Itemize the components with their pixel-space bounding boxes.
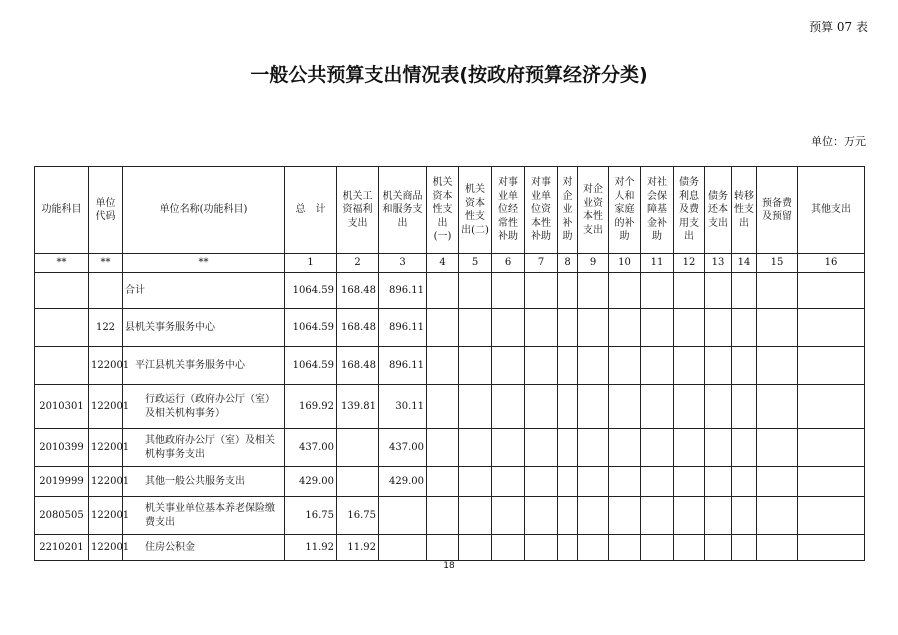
c5-cell — [459, 429, 492, 467]
c9-cell — [578, 497, 609, 535]
table-body — [35, 273, 865, 561]
index-cell: 16 — [798, 254, 865, 273]
index-cell: ** — [123, 254, 285, 273]
c6-cell — [492, 429, 525, 467]
col-c14: 转移性支出 — [732, 167, 757, 254]
c7-cell — [525, 467, 558, 497]
c3-cell — [379, 497, 427, 535]
c9-cell — [578, 467, 609, 497]
c10-cell — [609, 347, 641, 385]
name-cell: 平江县机关事务服务中心 — [123, 347, 285, 385]
c9-cell — [578, 535, 609, 561]
header-row — [35, 167, 865, 254]
c2-cell — [337, 467, 379, 497]
col-c12: 债务利息及费用支出 — [674, 167, 705, 254]
c11-cell — [641, 273, 674, 309]
c5-cell — [459, 385, 492, 429]
func-code-cell: 2210201 — [35, 535, 89, 561]
table-row — [35, 273, 865, 309]
table-row — [35, 497, 865, 535]
c8-cell — [558, 497, 578, 535]
index-cell: 6 — [492, 254, 525, 273]
c4-cell — [427, 347, 459, 385]
name-cell: 机关事业单位基本养老保险缴费支出 — [123, 497, 285, 535]
col-total: 总 计 — [285, 167, 337, 254]
c6-cell — [492, 467, 525, 497]
unit-label: 单位：万元 — [811, 135, 866, 148]
total-cell: 169.92 — [285, 385, 337, 429]
c2-cell: 168.48 — [337, 347, 379, 385]
c15-cell — [757, 467, 798, 497]
c13-cell — [705, 535, 732, 561]
total-cell: 437.00 — [285, 429, 337, 467]
c10-cell — [609, 385, 641, 429]
index-cell: 11 — [641, 254, 674, 273]
c16-cell — [798, 497, 865, 535]
c13-cell — [705, 497, 732, 535]
c5-cell — [459, 497, 492, 535]
func-code-cell: 2080505 — [35, 497, 89, 535]
c4-cell — [427, 309, 459, 347]
c3-cell: 30.11 — [379, 385, 427, 429]
func-code-cell — [35, 347, 89, 385]
col-unit-code: 单位代码 — [89, 167, 123, 254]
c15-cell — [757, 385, 798, 429]
index-cell: 4 — [427, 254, 459, 273]
c9-cell — [578, 309, 609, 347]
c16-cell — [798, 535, 865, 561]
c5-cell — [459, 535, 492, 561]
c14-cell — [732, 467, 757, 497]
c6-cell — [492, 309, 525, 347]
name-cell: 其他政府办公厅（室）及相关机构事务支出 — [123, 429, 285, 467]
c9-cell — [578, 273, 609, 309]
c14-cell — [732, 429, 757, 467]
c2-cell: 11.92 — [337, 535, 379, 561]
index-cell: ** — [35, 254, 89, 273]
c13-cell — [705, 347, 732, 385]
c12-cell — [674, 309, 705, 347]
col-c7: 对事业单位资本性补助 — [525, 167, 558, 254]
c3-cell — [379, 535, 427, 561]
c2-cell — [337, 429, 379, 467]
total-cell: 16.75 — [285, 497, 337, 535]
budget-table — [34, 166, 865, 561]
c4-cell — [427, 467, 459, 497]
c6-cell — [492, 273, 525, 309]
c8-cell — [558, 347, 578, 385]
c13-cell — [705, 273, 732, 309]
c4-cell — [427, 497, 459, 535]
func-code-cell: 2019999 — [35, 467, 89, 497]
c6-cell — [492, 347, 525, 385]
total-cell: 429.00 — [285, 467, 337, 497]
c7-cell — [525, 273, 558, 309]
col-c8: 对企业补助 — [558, 167, 578, 254]
col-c9: 对企业资本性支出 — [578, 167, 609, 254]
c12-cell — [674, 273, 705, 309]
col-c15: 预备费及预留 — [757, 167, 798, 254]
c8-cell — [558, 535, 578, 561]
unit-code-cell: 122 — [89, 309, 123, 347]
c15-cell — [757, 497, 798, 535]
c13-cell — [705, 429, 732, 467]
index-cell: 8 — [558, 254, 578, 273]
c3-cell: 896.11 — [379, 309, 427, 347]
c15-cell — [757, 429, 798, 467]
c6-cell — [492, 535, 525, 561]
index-cell: 5 — [459, 254, 492, 273]
name-cell: 县机关事务服务中心 — [123, 309, 285, 347]
index-cell: 3 — [379, 254, 427, 273]
col-name: 单位名称(功能科目) — [123, 167, 285, 254]
c14-cell — [732, 385, 757, 429]
page-number: 18 — [443, 561, 455, 571]
col-c10: 对个人和家庭的补助 — [609, 167, 641, 254]
c11-cell — [641, 309, 674, 347]
c8-cell — [558, 273, 578, 309]
index-row — [35, 254, 865, 273]
c11-cell — [641, 429, 674, 467]
col-c4: 机关资本性支出(一) — [427, 167, 459, 254]
col-func-code: 功能科目 — [35, 167, 89, 254]
c12-cell — [674, 347, 705, 385]
total-cell: 1064.59 — [285, 347, 337, 385]
c15-cell — [757, 309, 798, 347]
func-code-cell: 2010399 — [35, 429, 89, 467]
c14-cell — [732, 347, 757, 385]
c9-cell — [578, 385, 609, 429]
c4-cell — [427, 429, 459, 467]
table-row — [35, 535, 865, 561]
page-title: 一般公共预算支出情况表(按政府预算经济分类) — [250, 64, 648, 86]
total-cell: 11.92 — [285, 535, 337, 561]
c5-cell — [459, 347, 492, 385]
c3-cell: 896.11 — [379, 347, 427, 385]
c5-cell — [459, 467, 492, 497]
c12-cell — [674, 467, 705, 497]
table-row — [35, 467, 865, 497]
c13-cell — [705, 385, 732, 429]
c5-cell — [459, 273, 492, 309]
unit-code-cell: 122001 — [89, 535, 123, 561]
c7-cell — [525, 535, 558, 561]
c3-cell: 429.00 — [379, 467, 427, 497]
c16-cell — [798, 385, 865, 429]
c7-cell — [525, 347, 558, 385]
func-code-cell — [35, 309, 89, 347]
col-c13: 债务还本支出 — [705, 167, 732, 254]
c4-cell — [427, 535, 459, 561]
index-cell: 9 — [578, 254, 609, 273]
c2-cell: 168.48 — [337, 309, 379, 347]
c16-cell — [798, 429, 865, 467]
c9-cell — [578, 347, 609, 385]
c11-cell — [641, 497, 674, 535]
unit-code-cell: 122001 — [89, 467, 123, 497]
c13-cell — [705, 309, 732, 347]
c2-cell: 168.48 — [337, 273, 379, 309]
col-c3: 机关商品和服务支出 — [379, 167, 427, 254]
col-c2: 机关工资福利支出 — [337, 167, 379, 254]
c2-cell: 139.81 — [337, 385, 379, 429]
c2-cell: 16.75 — [337, 497, 379, 535]
c12-cell — [674, 497, 705, 535]
c15-cell — [757, 347, 798, 385]
c3-cell: 896.11 — [379, 273, 427, 309]
unit-code-cell: 122001 — [89, 347, 123, 385]
c10-cell — [609, 467, 641, 497]
func-code-cell: 2010301 — [35, 385, 89, 429]
index-cell: ** — [89, 254, 123, 273]
total-cell: 1064.59 — [285, 309, 337, 347]
c16-cell — [798, 309, 865, 347]
c7-cell — [525, 429, 558, 467]
c7-cell — [525, 385, 558, 429]
col-c5: 机关资本性支出(二) — [459, 167, 492, 254]
c6-cell — [492, 497, 525, 535]
c11-cell — [641, 535, 674, 561]
c14-cell — [732, 273, 757, 309]
index-cell: 10 — [609, 254, 641, 273]
unit-code-cell: 122001 — [89, 385, 123, 429]
c7-cell — [525, 497, 558, 535]
c14-cell — [732, 497, 757, 535]
c14-cell — [732, 309, 757, 347]
name-cell: 行政运行（政府办公厅（室）及相关机构事务） — [123, 385, 285, 429]
c8-cell — [558, 309, 578, 347]
index-cell: 14 — [732, 254, 757, 273]
name-cell: 住房公积金 — [123, 535, 285, 561]
c8-cell — [558, 385, 578, 429]
c11-cell — [641, 385, 674, 429]
c10-cell — [609, 535, 641, 561]
c13-cell — [705, 467, 732, 497]
form-number: 预算 07 表 — [809, 20, 868, 34]
unit-code-cell: 122001 — [89, 429, 123, 467]
col-c16: 其他支出 — [798, 167, 865, 254]
c9-cell — [578, 429, 609, 467]
c4-cell — [427, 273, 459, 309]
c16-cell — [798, 467, 865, 497]
c4-cell — [427, 385, 459, 429]
col-c6: 对事业单位经常性补助 — [492, 167, 525, 254]
c8-cell — [558, 467, 578, 497]
c7-cell — [525, 309, 558, 347]
c10-cell — [609, 429, 641, 467]
c12-cell — [674, 535, 705, 561]
index-cell: 2 — [337, 254, 379, 273]
c11-cell — [641, 467, 674, 497]
c16-cell — [798, 273, 865, 309]
table-row — [35, 347, 865, 385]
c10-cell — [609, 309, 641, 347]
name-cell: 合计 — [123, 273, 285, 309]
table-row — [35, 429, 865, 467]
c12-cell — [674, 429, 705, 467]
index-cell: 1 — [285, 254, 337, 273]
c14-cell — [732, 535, 757, 561]
index-cell: 13 — [705, 254, 732, 273]
name-cell: 其他一般公共服务支出 — [123, 467, 285, 497]
c16-cell — [798, 347, 865, 385]
c6-cell — [492, 385, 525, 429]
index-cell: 7 — [525, 254, 558, 273]
col-c11: 对社会保障基金补助 — [641, 167, 674, 254]
c11-cell — [641, 347, 674, 385]
index-cell: 15 — [757, 254, 798, 273]
table-row — [35, 309, 865, 347]
c3-cell: 437.00 — [379, 429, 427, 467]
c10-cell — [609, 273, 641, 309]
index-cell: 12 — [674, 254, 705, 273]
c15-cell — [757, 535, 798, 561]
unit-code-cell — [89, 273, 123, 309]
c12-cell — [674, 385, 705, 429]
c10-cell — [609, 497, 641, 535]
c15-cell — [757, 273, 798, 309]
c5-cell — [459, 309, 492, 347]
unit-code-cell: 122001 — [89, 497, 123, 535]
table-row — [35, 385, 865, 429]
total-cell: 1064.59 — [285, 273, 337, 309]
c8-cell — [558, 429, 578, 467]
func-code-cell — [35, 273, 89, 309]
